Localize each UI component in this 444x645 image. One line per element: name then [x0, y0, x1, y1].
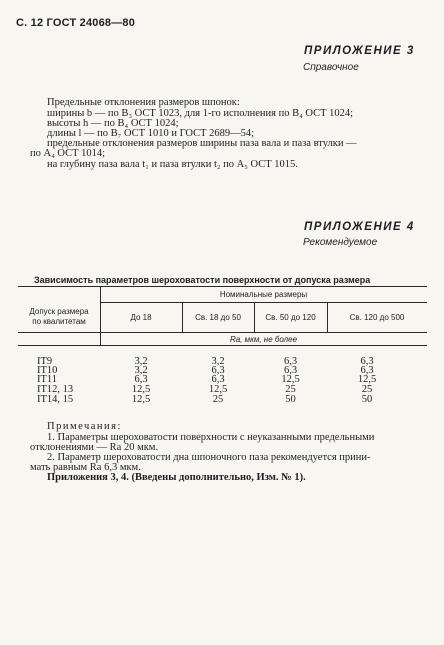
- note-line: мать равным Ra 6,3 мкм.: [30, 462, 141, 473]
- appendix3-line: длины l — по B₇ ОСТ 1010 и ГОСТ 2689—54;: [47, 128, 255, 139]
- table-cell: 6,3: [283, 365, 298, 376]
- table-cell: 6,3: [211, 365, 225, 376]
- row-label: IT12, 13: [37, 384, 74, 395]
- appendix3-line: ширины b — по B₃ ОСТ 1023, для 1-го исполнения по B₄ ОСТ 1024;: [47, 108, 354, 119]
- table-rule-units: [18, 345, 427, 346]
- row-label: IT11: [37, 374, 58, 385]
- note-line: отклонениями — Ra 20 мкм.: [30, 442, 159, 453]
- note-line: 2. Параметр шероховатости дна шпоночного паза рекомендуется прини-: [47, 452, 371, 463]
- appendix3-line: высоты h — по B₄ ОСТ 1024;: [47, 118, 179, 129]
- table-cell: 3,2: [134, 365, 148, 376]
- table-cell: 12,5: [131, 394, 151, 405]
- table-cell: 6,3: [134, 374, 148, 385]
- table-rule-group: [100, 302, 427, 303]
- page-header: С. 12 ГОСТ 24068—80: [16, 17, 136, 29]
- column-header: До 18: [130, 313, 152, 322]
- table-cell: 12,5: [357, 374, 377, 385]
- note-line: 1. Параметры шероховатости поверхности с неуказанными предельными: [47, 432, 375, 443]
- appendix4-subtitle: Рекомендуемое: [303, 237, 378, 248]
- row-label: IT14, 15: [37, 394, 74, 405]
- table-rule-header: [18, 332, 427, 333]
- appendix3-line: по A₄ ОСТ 1014;: [30, 148, 106, 159]
- appendix3-line: предельные отклонения размеров ширины паза вала и паза втулки —: [47, 138, 357, 149]
- row-label: IT9: [37, 356, 53, 367]
- table-cell: 3,2: [211, 356, 225, 367]
- appendix3-line: Предельные отклонения размеров шпонок:: [47, 97, 240, 108]
- table-cell: 12,5: [208, 384, 228, 395]
- table-cell: 25: [285, 384, 296, 395]
- table-cell: 3,2: [134, 356, 148, 367]
- appendix3-title: ПРИЛОЖЕНИЕ 3: [304, 45, 415, 57]
- table-cell: 12,5: [281, 374, 300, 385]
- units-row: Ra, мкм, не более: [229, 335, 298, 344]
- table-cell: 25: [361, 384, 373, 395]
- notes-footer: Приложения 3, 4. (Введены дополнительно, Изм. № 1).: [47, 472, 306, 483]
- table-cell: 12,5: [131, 384, 151, 395]
- column-header: Св. 50 до 120: [265, 313, 316, 322]
- appendix3-line: на глубину паза вала t₁ и паза втулки t₂ по A₅ ОСТ 1015.: [47, 159, 298, 170]
- group-header: Номинальные размеры: [219, 290, 308, 299]
- table-cell: 25: [212, 394, 224, 405]
- column-header: Св. 18 до 50: [195, 313, 241, 322]
- table-cell: 50: [285, 394, 296, 405]
- table-cell: 6,3: [211, 374, 225, 385]
- table-rule-top: [18, 286, 427, 287]
- appendix4-title: ПРИЛОЖЕНИЕ 4: [304, 221, 415, 233]
- table-cell: 50: [361, 394, 373, 405]
- table-title: Зависимость параметров шероховатости поверхности от допуска размера: [34, 275, 371, 285]
- appendix3-subtitle: Справочное: [303, 62, 359, 73]
- row-header: Допуск размера по квалитетам: [29, 307, 89, 326]
- table-cell: 6,3: [360, 365, 374, 376]
- row-label: IT10: [37, 365, 58, 376]
- notes-heading: Примечания:: [47, 421, 122, 432]
- column-header: Св. 120 до 500: [349, 313, 405, 322]
- table-cell: 6,3: [360, 356, 374, 367]
- table-cell: 6,3: [283, 356, 298, 367]
